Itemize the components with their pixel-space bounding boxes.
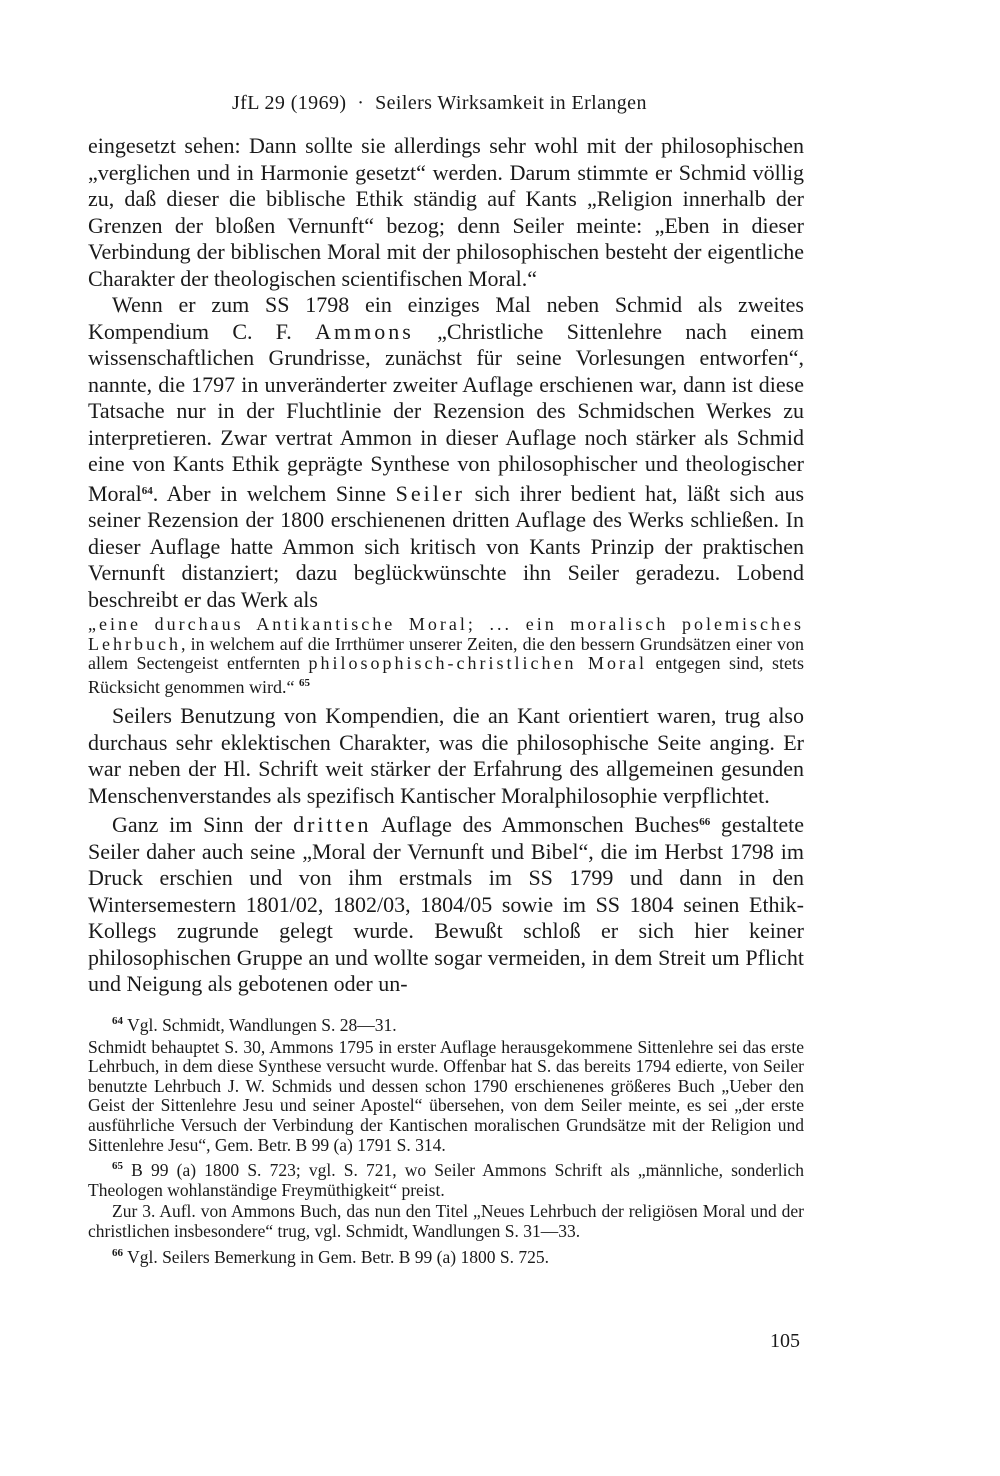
- paragraph-2: [88, 292, 804, 613]
- footnotes: [88, 1012, 804, 1269]
- footnote-65: [88, 1157, 804, 1200]
- running-header: JfL 29 (1969) · Seilers Wirksamkeit in Erlangen: [232, 92, 647, 114]
- footnote-ref-66: 66: [699, 816, 711, 828]
- running-title: Seilers Wirksamkeit in Erlangen: [375, 92, 647, 114]
- footnote-64-line-1: Vgl. Schmidt, Wandlungen S. 28—31.: [127, 1015, 397, 1035]
- page-number: 105: [770, 1330, 800, 1352]
- footnote-64: [88, 1012, 804, 1036]
- quote-part-b: , in welchem auf die Irrthümer unserer Zeiten, die den bessern Grundsätzen einer von allem Sectengeist entfernten: [88, 633, 804, 673]
- footnote-number-64: 64: [112, 1015, 123, 1027]
- spaced-name-ammon: Ammons: [315, 318, 414, 344]
- footnote-ref-65: 65: [298, 676, 310, 689]
- paragraph-2-part-c: . Aber in welchem Sinne: [152, 480, 387, 506]
- paragraph-4-part-a: Ganz im Sinn der: [112, 812, 283, 837]
- quote-part-d: entgegen sind, stets Rücksicht genommen wird.“: [88, 653, 805, 697]
- spaced-word-dritten: dritten: [293, 812, 372, 837]
- main-text: [88, 133, 804, 998]
- quote-spaced-a: „eine durchaus Antikantische Moral; ... ein moralisch polemisches Lehrbuch: [88, 614, 804, 654]
- footnote-number-66: 66: [112, 1246, 123, 1259]
- paragraph-2-part-a: Wenn er zum SS 1798 ein einziges Mal neben Schmid als zweites Kompendium C. F.: [88, 292, 804, 344]
- paragraph-2-part-b: „Christliche Sittenlehre nach einem wissenschaftlichen Grundrisse, zunächst für seine Vorlesungen entworfen“, nannte, die 1797 in unveränderter zweiter Auflage erschienen war, dann ist diese Tatsache nur in der Fluchtlinie der Rezension des Schmidschen Werkes zu interpretieren. Zwar vertrat Ammon in dieser Auflage noch stärker als Schmid eine von Kants Ethik geprägte Synthese von philosophischer und theologischer Moral: [88, 318, 805, 506]
- paragraph-3: Seilers Benutzung von Kompendien, die an Kant orientiert waren, trug also durchaus sehr eklektischen Charakter, was die philosophische Seite anging. Er war neben der Hl. Schrift weit stärker der Erfahrung des allgemeinen gesunden Menschenverstandes als spezifisch Kantischer Moralphilosophie verpflichtet.: [88, 703, 804, 808]
- paragraph-2-part-d: sich ihrer bedient hat, läßt sich aus seiner Rezension der 1800 erschienenen dritten Auflage des Werks schließen. In dieser Auflage hatte Ammon sich kritisch von Kants Prinzip der praktischen Vernunft distanziert; dazu beglückwünschte ihn Seiler geradezu. Lobend beschreibt er das Werk als: [88, 480, 805, 612]
- paragraph-1: eingesetzt sehen: Dann sollte sie allerdings sehr wohl mit der philosophischen „verglichen und in Harmonie gesetzt“ werden. Darum stimmte er Schmid völlig zu, daß dieser die biblische Ethik ständig auf Kants „Religion innerhalb der Grenzen der bloßen Vernunft“ bezog; denn Seiler meinte: „Eben in dieser Verbindung der biblischen Moral mit der philosophischen besteht der eigentliche Charakter der theologischen scientifischen Moral.“: [88, 133, 804, 291]
- footnote-64-continuation: Schmidt behauptet S. 30, Ammons 1795 in erster Auflage herausgekommene Sittenlehre sei das erste Lehrbuch, in dem diese Synthese versucht wurde. Offenbar hat S. das bereits 1794 edierte, von Seiler benutzte Lehrbuch J. W. Schmids und dessen schon 1790 erschienenes größeres Buch „Ueber den Geist der Sittenlehre Jesu und seiner Apostel“ übersehen, von dem Seiler meinte, es sei „der erste ausführliche Versuch der Verbindung der Kantischen moralischen Grundsätze mit der Religion und Sittenlehre Jesu“, Gem. Betr. B 99 (a) 1791 S. 314.: [88, 1036, 804, 1155]
- spaced-name-seiler: Seiler: [395, 480, 465, 506]
- footnote-65-text: B 99 (a) 1800 S. 723; vgl. S. 721, wo Seiler Ammons Schrift als „männliche, sonderlich Theologen wohlanständige Freymüthigkeit“ preist.: [88, 1160, 805, 1200]
- quote-spaced-c: philosophisch-christlichen Moral: [308, 653, 647, 673]
- footnote-number-65: 65: [112, 1160, 123, 1173]
- paragraph-4-part-b: Auflage des Ammonschen Buches: [381, 812, 700, 837]
- block-quote: [88, 615, 804, 697]
- paragraph-4-part-c: gestaltete Seiler daher auch seine „Moral der Vernunft und Bibel“, die im Herbst 1798 im Druck erschien und von ihm erstmals im SS 1799 und dann in den Wintersemestern 1801/02, 1802/03, 1804/05 sowie im SS 1804 seinen Ethik-Kollegs zugrunde gelegt wurde. Bewußt schloß er sich hier keiner philosophischen Gruppe an und wollte sogar vermeiden, in dem Streit um Pflicht und Neigung als gebotenen oder un-: [88, 812, 805, 996]
- paragraph-4: [88, 809, 804, 998]
- footnote-65-continuation: Zur 3. Aufl. von Ammons Buch, das nun den Titel „Neues Lehrbuch der religiösen Moral und der christlichen insbesondere“ trug, vgl. Schmidt, Wandlungen S. 31—33.: [88, 1201, 804, 1241]
- footnote-66-text: Vgl. Seilers Bemerkung in Gem. Betr. B 99 (a) 1800 S. 725.: [127, 1246, 549, 1267]
- journal-citation: JfL 29 (1969): [232, 92, 347, 114]
- footnote-ref-64: 64: [141, 484, 153, 497]
- footnote-66: [88, 1244, 804, 1268]
